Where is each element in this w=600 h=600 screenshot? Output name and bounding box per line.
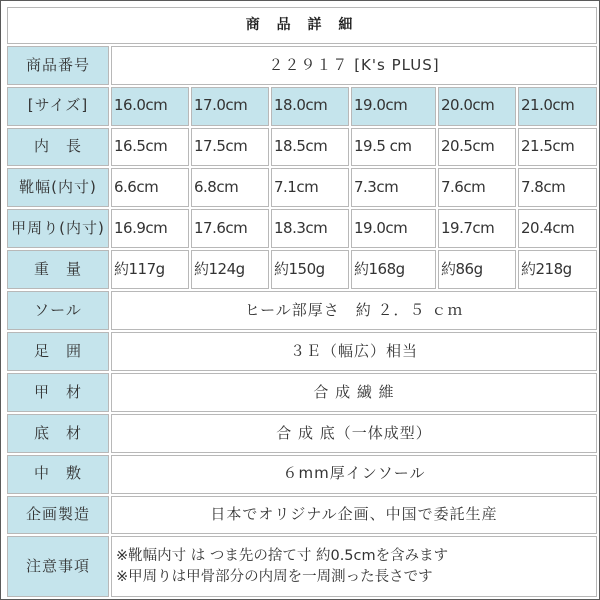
sole-material-label: 底 材: [7, 414, 109, 453]
weight-row: [7, 250, 597, 289]
instep-girth-cell: 19.0cm: [351, 209, 436, 248]
inner-length-label: 内 長: [7, 128, 109, 167]
insole-label: 中 敷: [7, 455, 109, 494]
shoe-width-label: 靴幅(内寸): [7, 168, 109, 207]
weight-cell: 約150g: [271, 250, 349, 289]
size-cell: 19.0cm: [351, 87, 436, 126]
product-number-row: [7, 46, 597, 85]
sole-row: [7, 291, 597, 330]
shoe-width-cell: 7.1cm: [271, 168, 349, 207]
shoe-width-cell: 7.8cm: [518, 168, 597, 207]
table-title: 商 品 詳 細: [7, 7, 597, 44]
weight-cell: 約168g: [351, 250, 436, 289]
inner-length-cell: 17.5cm: [191, 128, 269, 167]
size-cell: 21.0cm: [518, 87, 597, 126]
note-line: ※靴幅内寸 は つま先の捨て寸 約0.5cmを含みます: [116, 547, 449, 564]
instep-girth-cell: 18.3cm: [271, 209, 349, 248]
size-cell: 16.0cm: [111, 87, 189, 126]
notes-row: [7, 536, 597, 597]
product-detail-table: [5, 5, 599, 599]
inner-length-cell: 21.5cm: [518, 128, 597, 167]
inner-length-cell: 19.5 cm: [351, 128, 436, 167]
planning-label: 企画製造: [7, 496, 109, 535]
inner-length-cell: 16.5cm: [111, 128, 189, 167]
weight-cell: 約124g: [191, 250, 269, 289]
weight-cell: 約86g: [438, 250, 516, 289]
sole-label: ソール: [7, 291, 109, 330]
instep-girth-cell: 17.6cm: [191, 209, 269, 248]
notes-label: 注意事項: [7, 536, 109, 597]
shoe-width-cell: 6.6cm: [111, 168, 189, 207]
instep-girth-cell: 16.9cm: [111, 209, 189, 248]
weight-cell: 約218g: [518, 250, 597, 289]
upper-material-value: 合 成 繊 維: [111, 373, 597, 412]
size-cell: 18.0cm: [271, 87, 349, 126]
sole-material-row: [7, 414, 597, 453]
planning-row: [7, 496, 597, 535]
foot-width-label: 足 囲: [7, 332, 109, 371]
title-row: [7, 7, 597, 44]
size-row: [7, 87, 597, 126]
inner-length-cell: 20.5cm: [438, 128, 516, 167]
sole-value: ヒール部厚さ 約 ２．５ ｃｍ: [111, 291, 597, 330]
notes-content: [111, 536, 597, 597]
weight-cell: 約117g: [111, 250, 189, 289]
instep-girth-row: [7, 209, 597, 248]
insole-row: [7, 455, 597, 494]
size-cell: 20.0cm: [438, 87, 516, 126]
inner-length-row: [7, 128, 597, 167]
foot-width-value: ３Ｅ（幅広）相当: [111, 332, 597, 371]
note-line: ※甲周りは甲骨部分の内周を一周測った長さです: [116, 568, 433, 585]
shoe-width-cell: 7.3cm: [351, 168, 436, 207]
planning-value: 日本でオリジナル企画、中国で委託生産: [111, 496, 597, 535]
size-cell: 17.0cm: [191, 87, 269, 126]
weight-label: 重 量: [7, 250, 109, 289]
instep-girth-label: 甲周り(内寸): [7, 209, 109, 248]
upper-material-label: 甲 材: [7, 373, 109, 412]
inner-length-cell: 18.5cm: [271, 128, 349, 167]
foot-width-row: [7, 332, 597, 371]
upper-material-row: [7, 373, 597, 412]
product-number-value: ２２９１７ [K's PLUS]: [111, 46, 597, 85]
sole-material-value: 合 成 底（一体成型）: [111, 414, 597, 453]
shoe-width-cell: 7.6cm: [438, 168, 516, 207]
instep-girth-cell: 20.4cm: [518, 209, 597, 248]
size-label: [サイズ]: [7, 87, 109, 126]
instep-girth-cell: 19.7cm: [438, 209, 516, 248]
shoe-width-cell: 6.8cm: [191, 168, 269, 207]
product-number-label: 商品番号: [7, 46, 109, 85]
insole-value: ６mm厚インソール: [111, 455, 597, 494]
shoe-width-row: [7, 168, 597, 207]
